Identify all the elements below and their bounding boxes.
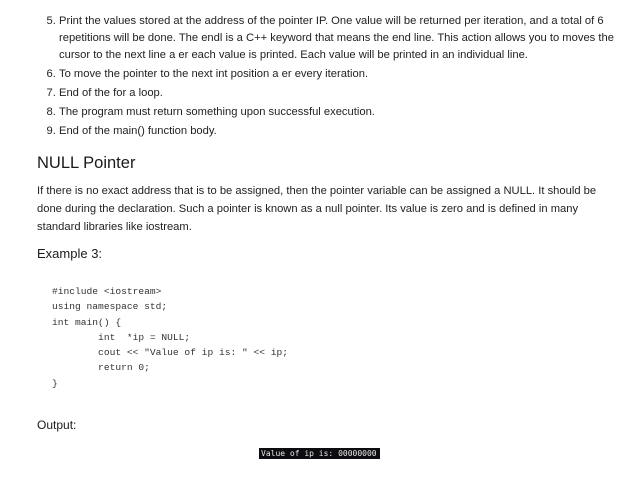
terminal-output-screenshot: Value of ip is: 00000000 (259, 448, 380, 459)
code-line: #include <iostream> (52, 286, 162, 297)
list-item: 9. End of the main() function body. (59, 123, 619, 140)
code-line: } (52, 377, 58, 389)
list-item: 5. Print the values stored at the address of the pointer IP. One value will be returned per iteration, and a total of 6 repetitions will be done. The endl is a C++ keyword that means the end line. This action allows you to moves the cursor to the next line a er each value is printed. Each value will be printed in an individual line. (59, 13, 619, 64)
code-line: int *ip = NULL; (52, 331, 191, 343)
example-title: Example 3: (37, 246, 103, 261)
code-line: cout << "Value of ip is: " << ip; (52, 347, 289, 359)
code-line: return 0; (52, 362, 150, 374)
section-paragraph: If there is no exact address that is to be assigned, then the pointer variable can be assigned a NULL. It should be done during the declaration. Such a pointer is known as a null pointer. Its value is zero and is defined in many standard libraries like iostream. (37, 185, 597, 233)
code-block (52, 284, 288, 391)
code-line: using namespace std; (52, 301, 168, 313)
list-item: 7. End of the for a loop. (59, 85, 619, 102)
steps-list (37, 13, 619, 142)
list-item: 6. To move the pointer to the next int position a er every iteration. (59, 66, 619, 83)
section-title: NULL Pointer (37, 154, 136, 172)
output-label: Output: (37, 418, 77, 432)
list-item: 8. The program must return something upon successful execution. (59, 104, 619, 121)
code-line: int main() { (52, 316, 122, 328)
